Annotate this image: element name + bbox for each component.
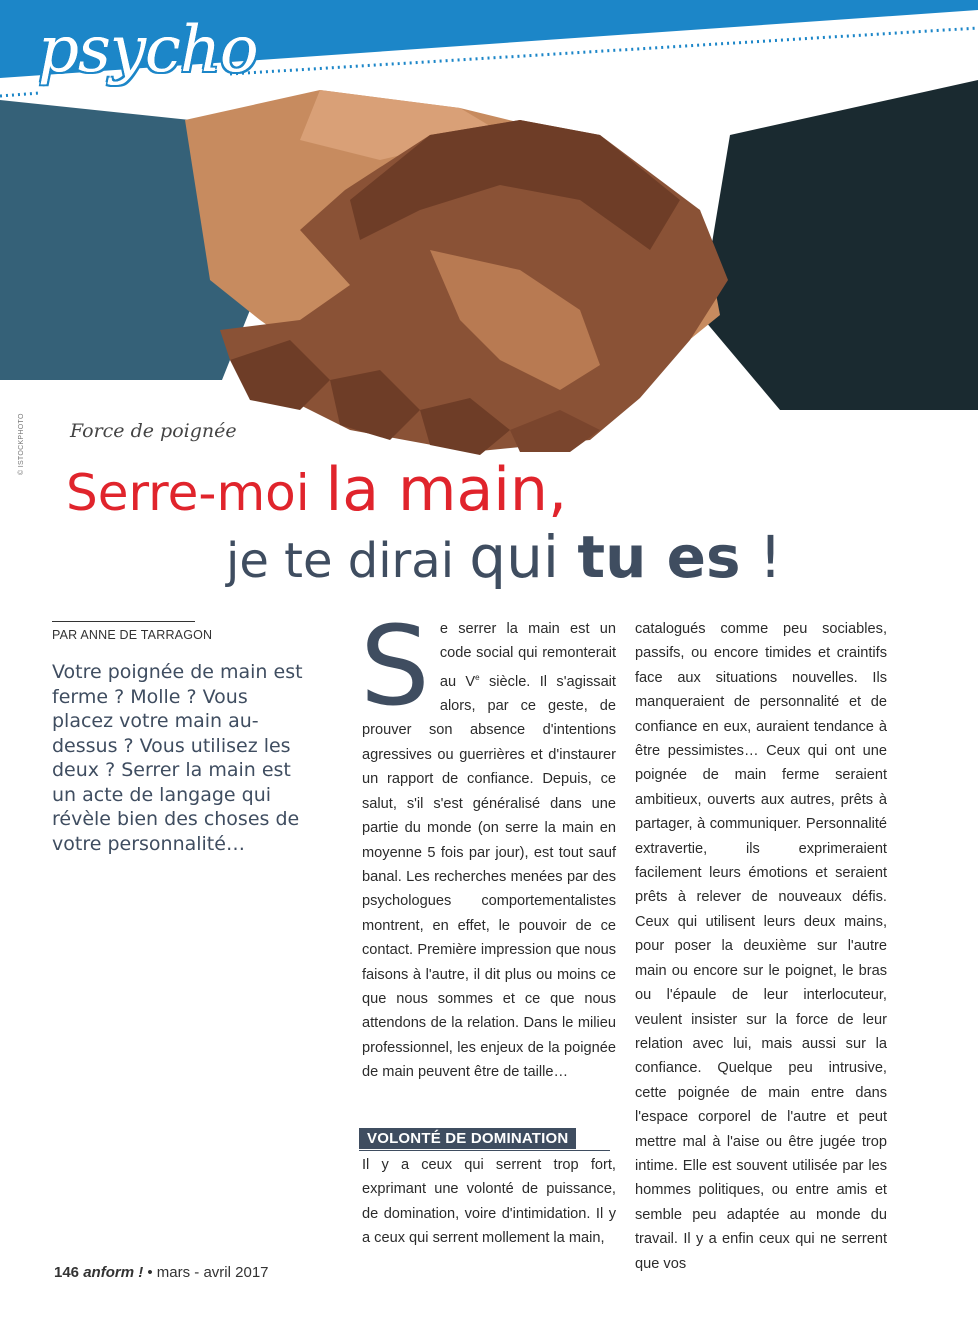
headline-line-1 [66,455,568,525]
headline-part: ! [740,523,783,591]
page-footer [54,1264,269,1281]
headline-emphasis: la main, [325,455,568,525]
issue-date: mars - avril 2017 [156,1264,269,1281]
section-title: psycho [38,13,258,87]
drop-cap: S [360,602,430,730]
body-text: e serrer la main est un code social qui remonterait au V [439,621,616,690]
photo-credit: © ISTOCKPHOTO [18,413,25,475]
footer-separator: • [143,1264,157,1281]
body-text: siècle. Il s'agissait alors, par ce geste, de prouver son absence d'intentions agressives ou guerrières et d'instaurer un rapport de confiance. Depuis, ce salut, s'il s'est généralisé dans une partie du monde (on serre la main en moyenne 5 fois par jour), est tout sauf banal. Les recherches menées par des psychologues comportementalistes montrent, en effet, le pouvoir de ce contact. Première impression que nous faisons à l'autre, il dit plus ou moins ce que nous sommes et ce que nous attendons de la relation. Dans le milieu professionnel, les enjeux de la poignée de main peuvent être de taille… [362,673,616,1081]
kicker: Force de poignée [70,420,237,442]
headline-line-2 [226,523,783,591]
page-number: 146 [54,1264,80,1281]
headline-emphasis: tu es [577,523,741,591]
superscript: e [475,672,480,682]
body-paragraph-2: Il y a ceux qui serrent trop fort, exprimant une volonté de puissance, de domination, voire d'intimidation. Il y a ceux qui serrent mollement la main, [362,1157,616,1247]
lead-paragraph: Votre poignée de main est ferme ? Molle ? Vous placez votre main au-dessus ? Vous utilisez les deux ? Serrer la main est un acte de langage qui révèle bien des choses de votre personnalité… [52,661,303,855]
subheading-rule [359,1150,610,1151]
body-column-2: catalogués comme peu sociables, passifs, ou encore timides et craintifs face aux situations nouvelles. Ils manqueraient de personnalité et de confiance en eux, auraient tendance à être pessimistes… Ceux qui ont une poignée de main ferme seraient ambitieux, ouverts aux autres, prêts à partager, à communiquer. Personnalité extravertie, ils exprimeraient facilement leurs émotions et seraient prêts à relever de nouveaux défis. Ceux qui utilisent leurs deux mains, pour poser la deuxième sur l'autre main ou encore sur le poignet, le bras ou l'épaule de leur interlocuteur, veulent insister sur la force de leur relation avec lui, mais aussi sur la confiance. Quelque peu intrusive, cette poignée de main entre dans l'espace corporel de l'autre et peut mettre mal à l'aise ou être jugée trop intime. Elle est souvent utilisée par les hommes politiques, ou entre amis et semble peu adaptée au monde du travail. Il y a enfin ceux qui ne serrent que vos [635,621,887,1272]
right-sleeve [700,80,978,410]
subheading: VOLONTÉ DE DOMINATION [359,1128,576,1149]
magazine-name: anform ! [83,1264,144,1281]
byline-rule [52,621,195,622]
byline: PAR ANNE DE TARRAGON [52,628,213,642]
headline-part: qui [469,523,578,591]
headline-part: Serre-moi [66,464,326,522]
headline-part: je te dirai [226,533,470,589]
body-paragraph-1 [360,602,616,1085]
